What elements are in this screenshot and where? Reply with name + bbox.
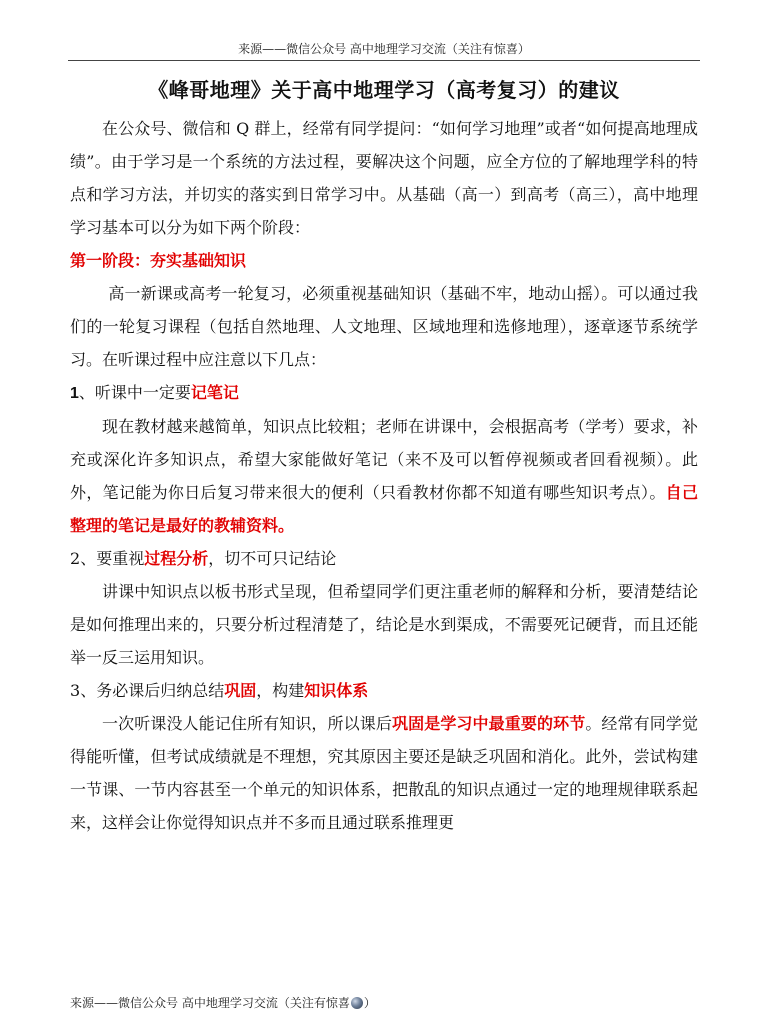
item-2-post: ，切不可只记结论 xyxy=(208,549,337,568)
header-rule xyxy=(68,60,700,61)
item-3-paragraph xyxy=(70,707,698,839)
intro-paragraph: 在公众号、微信和 Q 群上，经常有同学提问：“如何学习地理”或者“如何提高地理成绩”。由于学习是一个系统的方法过程，要解决这个问题，应全方位的了解地理学科的特点和学习方法，并切实的落实到日常学习中。从基础（高一）到高考（高三），高中地理学习基本可以分为如下两个阶段： xyxy=(70,119,698,237)
item-3-body: 一次听课没人能记住所有知识，所以课后 xyxy=(102,714,392,733)
page-header xyxy=(0,40,768,57)
item-1-highlight: 自己整理的笔记是最好的教辅资料。 xyxy=(70,483,698,535)
globe-icon xyxy=(351,997,363,1009)
item-2-heading xyxy=(70,542,698,575)
header-text: 来源——微信公众号 高中地理学习交流（关注有惊喜） xyxy=(238,42,530,56)
item-3-heading xyxy=(70,674,698,707)
item-3-body-after: 。经常有同学觉得能听懂，但考试成绩就是不理想，究其原因主要还是缺乏巩固和消化。此外，尝试构建一节课、一节内容甚至一个单元的知识体系，把散乱的知识点通过一定的地理规律联系起来，这样会让你觉得知识点并不多而且通过联系推理更 xyxy=(70,714,698,832)
footer-text: 来源——微信公众号 高中地理学习交流（关注有惊喜 xyxy=(70,996,350,1010)
item-1-keyword: 记笔记 xyxy=(190,383,239,402)
item-3-pre: 、务必课后归纳总结 xyxy=(80,681,225,700)
item-2-keyword: 过程分析 xyxy=(144,549,209,568)
item-2-body: 讲课中知识点以板书形式呈现，但希望同学们更注重老师的解释和分析，要清楚结论是如何推理出来的，只要分析过程清楚了，结论是水到渠成，不需要死记硬背，而且还能举一反三运用知识。 xyxy=(70,582,698,667)
item-2-paragraph xyxy=(70,575,698,674)
item-3-keyword-2: 知识体系 xyxy=(304,681,369,700)
document-body xyxy=(70,112,698,839)
item-3-post: ，构建 xyxy=(256,681,305,700)
page-footer xyxy=(70,994,376,1011)
document-title: 《峰哥地理》关于高中地理学习（高考复习）的建议 xyxy=(148,78,620,102)
item-2-pre: 、要重视 xyxy=(80,549,145,568)
item-3-highlight: 巩固是学习中最重要的环节 xyxy=(391,714,586,733)
item-3-number: 3 xyxy=(70,681,81,700)
item-3-keyword: 巩固 xyxy=(224,681,257,700)
item-1-body: 现在教材越来越简单，知识点比较粗；老师在讲课中，会根据高考（学考）要求，补充或深化许多知识点，希望大家能做好笔记（来不及可以暂停视频或者回看视频）。此外，笔记能为你日后复习带来很大的便利（只看教材你都不知道有哪些知识考点）。 xyxy=(70,417,698,502)
stage1-heading: 第一阶段：夯实基础知识 xyxy=(70,251,247,270)
item-1-paragraph xyxy=(70,410,698,542)
item-1-heading xyxy=(70,376,698,410)
stage1-paragraph: 高一新课或高考一轮复习，必须重视基础知识（基础不牢，地动山摇）。可以通过我们的一轮复习课程（包括自然地理、人文地理、区域地理和选修地理），逐章逐节系统学习。在听课过程中应注意以下几点： xyxy=(70,284,698,369)
item-1-pre: 、听课中一定要 xyxy=(78,383,191,402)
item-1-number: 1 xyxy=(70,385,79,402)
item-2-number: 2 xyxy=(70,549,81,568)
footer-close: ） xyxy=(363,996,376,1010)
